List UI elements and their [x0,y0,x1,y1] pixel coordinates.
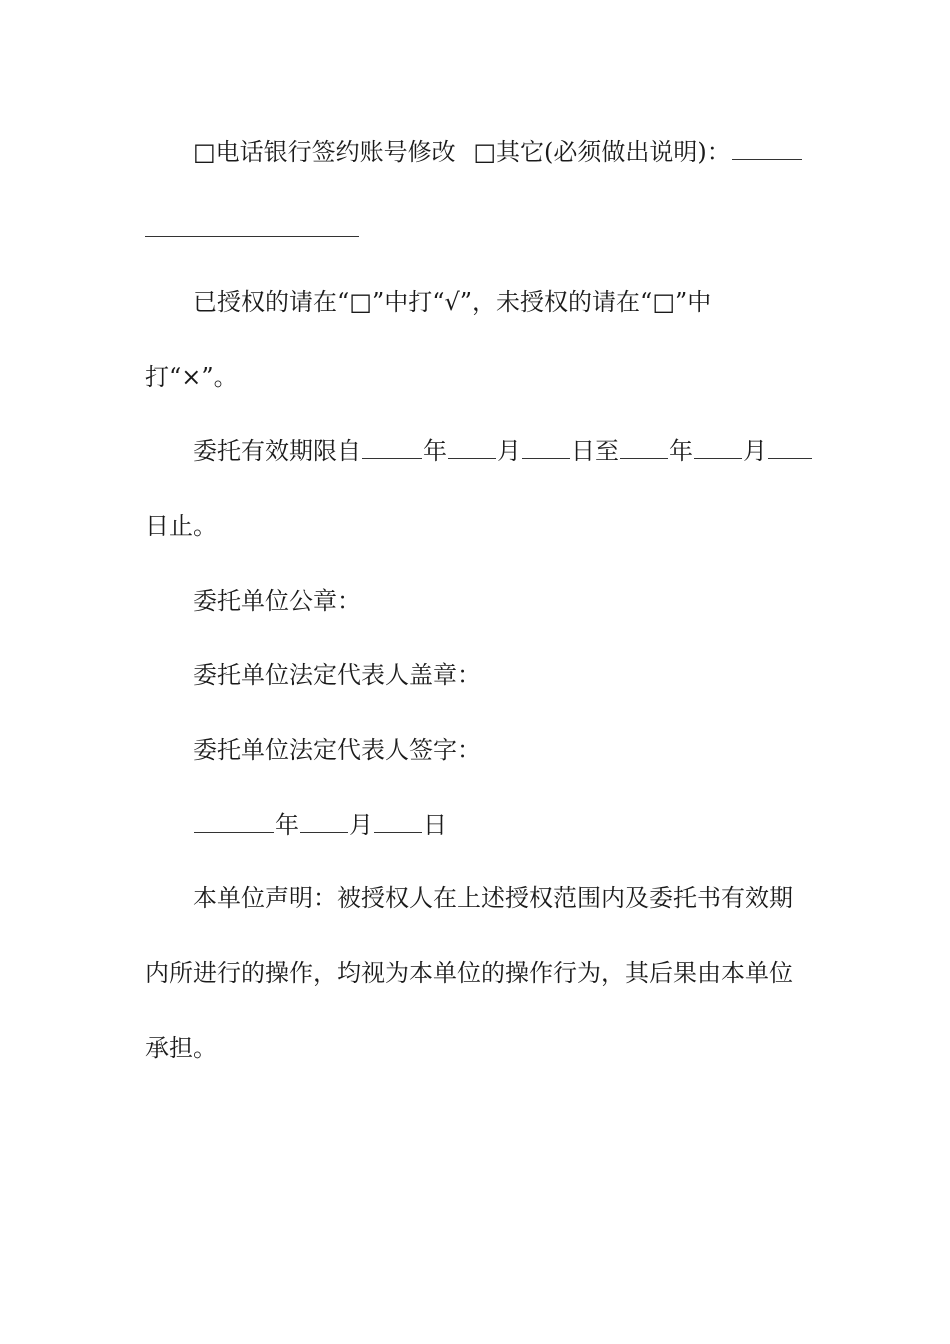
date-day-blank [374,810,422,833]
instruction-line-2: 打“×”。 [145,363,238,391]
start-day-label: 日至 [571,437,619,465]
start-day-blank [522,436,570,459]
company-seal-label: 委托单位公章： [193,587,361,615]
end-day-blank [768,436,812,459]
declaration-line-3: 承担。 [145,1034,217,1062]
declaration-line-1: 本单位声明：被授权人在上述授权范围内及委托书有效期 [193,884,793,912]
end-month-blank [694,436,742,459]
start-year-blank [362,436,422,459]
other-explanation-blank [732,137,802,160]
option-other: □其它(必须做出说明)： [473,138,731,166]
legal-rep-seal-label: 委托单位法定代表人盖章： [193,661,481,689]
end-year-label: 年 [669,437,693,465]
date-month-blank [300,810,348,833]
date-year-blank [194,810,274,833]
start-month-label: 月 [497,437,521,465]
options-line [193,137,810,167]
start-month-blank [448,436,496,459]
date-day-label: 日 [423,811,447,839]
start-year-label: 年 [423,437,447,465]
explanation-continuation-line [145,236,359,237]
end-month-label: 月 [743,437,767,465]
date-month-label: 月 [349,811,373,839]
date-year-label: 年 [275,811,299,839]
option-phone-banking: □电话银行签约账号修改 [193,138,456,166]
legal-rep-sign-label: 委托单位法定代表人签字： [193,736,481,764]
declaration-line-2: 内所进行的操作，均视为本单位的操作行为，其后果由本单位 [145,959,793,987]
date-line [193,810,810,840]
validity-line [193,436,810,466]
validity-end: 日止。 [145,512,217,540]
end-year-blank [620,436,668,459]
instruction-line-1: 已授权的请在“□”中打“√”，未授权的请在“□”中 [193,288,712,316]
validity-prefix: 委托有效期限自 [193,437,361,465]
